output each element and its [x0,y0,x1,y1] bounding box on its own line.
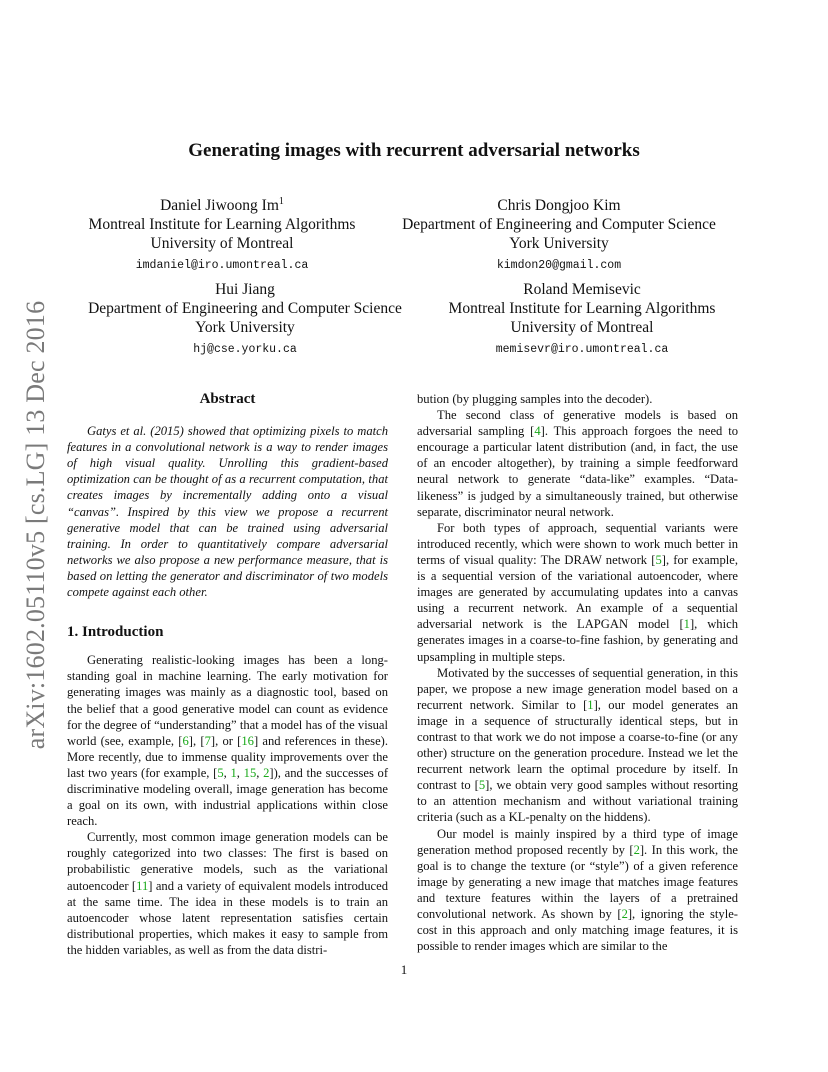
citation-link[interactable]: 2 [633,842,640,857]
arxiv-sidebar [14,285,58,765]
paragraph-text: Motivated by the successes of sequential generation, in this paper, we propose a new image generation model based on a recurrent network. Similar to [ [417,665,738,712]
right-paragraph-4 [417,826,738,955]
author-name: Roland Memisevic [523,281,641,298]
citation-link[interactable]: 1 [683,617,690,632]
right-paragraph-3 [417,665,738,826]
right-paragraph-1 [417,407,738,520]
author-email: hj@cse.yorku.ca [193,343,297,356]
citation-link[interactable]: 7 [204,733,211,748]
paragraph-text: ], we obtain very good samples without resorting to an attention mechanism and without variational training criteria (such as a KL-penalty on the hiddens). [417,778,738,825]
paragraph-text: , [236,765,244,780]
paragraph-text: ], [ [188,733,205,748]
paragraph-text: , [223,765,231,780]
citation-link[interactable]: 5 [655,552,662,567]
paragraph-continuation: bution (by plugging samples into the decoder). [417,392,653,406]
paragraph-text: Currently, most common image generation models can be roughly categorized into two classes: The first is based on probabilistic generative models, such as the variational autoencoder [ [67,830,388,893]
citation-link[interactable]: 6 [182,733,189,748]
author-email: kimdon20@gmail.com [496,259,622,272]
intro-paragraph-1 [67,652,388,829]
arxiv-identifier: arXiv:1602.05110v5 [cs.LG] 13 Dec 2016 [21,300,50,750]
author-affiliation: Montreal Institute for Learning Algorithms [448,300,716,317]
author-name: Daniel Jiwoong Im [160,197,279,214]
left-column [67,391,388,958]
citation-link[interactable]: 11 [136,878,149,893]
author-block-3 [80,280,410,359]
paper-title: Generating images with recurrent adversarial networks [188,140,640,161]
paragraph-text: ], for example, is a sequential version of the variational autoencoder, where images are generated by accumulating updates into a canvas using a recurrent network. An example of a sequential adversarial network is the LAPGAN model [ [417,552,738,632]
paragraph-text: Generating realistic-looking images has been a long-standing goal in machine learning. The early motivation for generating images was mainly as a diagnostic tool, based on the belief that a good generative model can count as evidence for the degree of “understanding” that a model has of the visual world (see, example, [ [67,653,388,748]
author-block-1 [72,196,372,275]
citation-link[interactable]: 1 [230,765,237,780]
citation-link[interactable]: 1 [587,697,594,712]
citation-link[interactable]: 5 [217,765,224,780]
abstract-heading: Abstract [199,391,256,407]
author-affiliation: Montreal Institute for Learning Algorithms [88,216,356,233]
section-heading-introduction: 1. Introduction [67,624,164,641]
paragraph-text: , [256,765,264,780]
paragraph-text: ], ignoring the style-cost in this approach and only matching image features, it is possible to render images which are similar to the [417,907,738,954]
citation-link[interactable]: 2 [263,765,270,780]
author-name: Chris Dongjoo Kim [497,197,621,214]
paragraph-text: ], which generates images in a coarse-to-fine fashion, by generating and upsampling in multiple steps. [417,617,738,664]
right-paragraph-2 [417,520,738,665]
author-affiliation: York University [509,235,609,252]
paragraph-text: ]. In this work, the goal is to change the texture (or “style”) of a given reference image by generating a new image that matches image features and texture features within the layers of a pretrained convolutional network. As shown by [ [417,842,738,921]
paragraph-text: The second class of generative models is based on adversarial sampling [ [417,408,738,439]
citation-link[interactable]: 15 [243,765,257,780]
author-affiliation: University of Montreal [150,235,294,252]
paragraph-text: Our model is mainly inspired by a third type of image generation method proposed recently by [ [417,826,738,857]
paragraph-text: ], or [ [210,733,242,748]
intro-paragraph-2 [67,829,388,958]
citation-link[interactable]: 16 [241,733,254,748]
paragraph-text: ]), and the successes of discriminative modeling overall, image generation has become a goal on its own, with industrial applications within close reach. [67,765,389,829]
author-affiliation: University of Montreal [510,319,654,336]
author-email: imdaniel@iro.umontreal.ca [135,259,309,272]
author-affiliation: York University [195,319,295,336]
author-superscript: 1 [278,195,284,207]
citation-link[interactable]: 5 [478,778,486,793]
abstract-text: Gatys et al. (2015) showed that optimizing pixels to match features in a convolutional network is a way to render images of high visual quality. Unrolling this gradient-based optimization can be thought of as a recurrent computation, that creates images by incrementally adding onto a visual “canvas”. Inspired by this view we propose a recurrent generative model that can be trained using adversarial training. In order to quantitatively compare adversarial networks we also propose a new performance measure, that is based on letting the generator and discriminator of two models compete against each other. [67,424,388,600]
author-block-2 [394,196,724,275]
paragraph-text: For both types of approach, sequential variants were introduced recently, which were shown to work much better in terms of visual quality: The DRAW network [ [417,520,738,567]
author-name: Hui Jiang [215,281,275,298]
paragraph-text: ] and a variety of equivalent models introduced at the same time. The idea in these models is to train an autoencoder whose latent representation satisfies certain distributional properties, which makes it easy to sample from the hidden variables, as well as from the data distri- [67,878,388,957]
paragraph-text: ] and references in these). More recently, due to immense quality improvements over the last two years (for example, [ [67,733,389,780]
citation-link[interactable]: 2 [621,907,628,921]
citation-link[interactable]: 4 [534,424,541,439]
paragraph-text: ]. This approach forgoes the need to encourage a particular latent distribution (and, in fact, the use of an encoder altogether), by training a simple feedforward neural network to generate “data-like” examples. “Data-likeness” is judged by a simultaneously trained, but otherwise separate, discriminator neural network. [417,424,738,519]
author-email: memisevr@iro.umontreal.ca [495,343,669,356]
right-column [417,391,738,954]
author-affiliation: Department of Engineering and Computer Science [88,300,402,317]
page-number: 1 [400,962,408,977]
author-affiliation: Department of Engineering and Computer Science [402,216,716,233]
paragraph-text: ], our model generates an image in a sequence of structurally identical steps, but in contrast to that work we do not impose a coarse-to-fine (or any other) structure on the generation procedure. Instead we let the recurrent network learn the optimal procedure by itself. In contrast to [ [417,697,738,793]
author-block-4 [432,280,732,359]
